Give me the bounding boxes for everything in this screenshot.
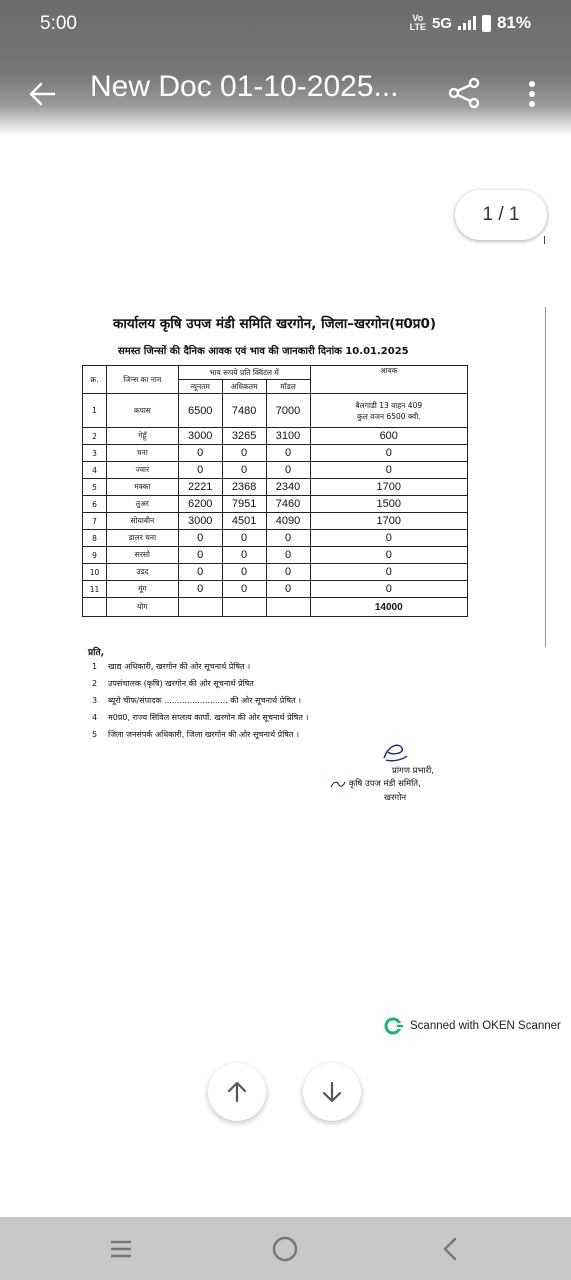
row-min: 2221 xyxy=(178,479,222,496)
network-type: 5G xyxy=(431,14,452,32)
row-min: 0 xyxy=(178,581,222,598)
cc-item: 5 जिला जनसंपर्क अधिकारी, जिला खरगोन की ओर सूचनार्थ प्रेषित । xyxy=(92,730,300,739)
status-time: 5:00 xyxy=(40,13,77,34)
row-min: 3000 xyxy=(178,428,222,445)
row-commodity: ज्वार xyxy=(106,462,178,479)
row-min: 6200 xyxy=(178,496,222,513)
row-min: 0 xyxy=(178,530,222,547)
previous-page-button[interactable] xyxy=(208,1063,266,1121)
home-icon[interactable] xyxy=(271,1235,299,1263)
header-sno: क्र. xyxy=(83,366,107,394)
header-arrival: आवक xyxy=(310,366,468,394)
table-row xyxy=(83,479,468,496)
row-arrival: 0 xyxy=(310,547,468,564)
signatory-place: खरगोन xyxy=(384,793,407,803)
row-modal: 0 xyxy=(266,530,310,547)
arrival-weight: कुल वजन 6500 क्वी. xyxy=(356,411,421,421)
row-arrival xyxy=(310,394,468,428)
row-modal: 0 xyxy=(266,462,310,479)
next-page-button[interactable] xyxy=(303,1063,361,1121)
recents-icon[interactable] xyxy=(108,1238,134,1260)
table-row xyxy=(83,394,468,428)
row-modal: 4090 xyxy=(266,513,310,530)
row-min: 0 xyxy=(178,564,222,581)
back-icon[interactable] xyxy=(440,1236,460,1262)
table-row xyxy=(83,581,468,598)
row-arrival: 0 xyxy=(310,581,468,598)
row-min: 0 xyxy=(178,462,222,479)
row-commodity: मक्का xyxy=(106,479,178,496)
row-sno: 11 xyxy=(83,581,107,598)
row-max: 2368 xyxy=(222,479,266,496)
row-max: 7951 xyxy=(222,496,266,513)
row-sno: 5 xyxy=(83,479,107,496)
row-min: 6500 xyxy=(178,394,222,428)
row-modal: 0 xyxy=(266,445,310,462)
cc-list xyxy=(92,658,308,743)
volte-icon: Vo LTE xyxy=(409,13,426,32)
back-arrow-icon[interactable] xyxy=(26,78,58,110)
row-arrival: 600 xyxy=(310,428,468,445)
table-row xyxy=(83,428,468,445)
rates-table xyxy=(82,365,468,617)
signatory-title: प्रांगण प्रभारी, xyxy=(392,766,435,776)
system-nav-bar xyxy=(0,1217,571,1280)
row-max: 0 xyxy=(222,445,266,462)
row-sno: 6 xyxy=(83,496,107,513)
report-subtitle: समस्त जिन्सों की दैनिक आवक एवं भाव की जानकारी दिनांक 10.01.2025 xyxy=(118,346,409,357)
row-commodity: गेहूँ xyxy=(106,428,178,445)
row-max: 0 xyxy=(222,581,266,598)
table-row xyxy=(83,564,468,581)
row-max: 7480 xyxy=(222,394,266,428)
row-max: 3265 xyxy=(222,428,266,445)
row-modal: 7460 xyxy=(266,496,310,513)
header-modal: मॉडल xyxy=(266,380,310,394)
initial-mark xyxy=(330,779,346,789)
row-max: 0 xyxy=(222,530,266,547)
header-commodity: जिन्स का नाम xyxy=(106,366,178,394)
row-commodity: तुअर xyxy=(106,496,178,513)
cc-item: 3 ब्यूरो चीफ/संपादक ......................... की ओर सूचनार्थ प्रेषित । xyxy=(92,696,302,705)
table-row xyxy=(83,530,468,547)
cc-item: 2 उपसंचालक (कृषि) खरगोन की ओर सूचनार्थ प्रेषित xyxy=(92,679,254,688)
row-sno: 8 xyxy=(83,530,107,547)
app-bar xyxy=(0,0,571,135)
row-min: 0 xyxy=(178,445,222,462)
row-min: 0 xyxy=(178,547,222,564)
total-label: योग xyxy=(106,598,178,617)
row-arrival: 0 xyxy=(310,564,468,581)
row-commodity: मूंग xyxy=(106,581,178,598)
row-modal: 0 xyxy=(266,547,310,564)
table-row xyxy=(83,462,468,479)
row-max: 0 xyxy=(222,547,266,564)
row-sno: 7 xyxy=(83,513,107,530)
row-commodity: उडद xyxy=(106,564,178,581)
table-row xyxy=(83,496,468,513)
document-title: New Doc 01-10-2025... xyxy=(90,70,399,103)
signature-mark xyxy=(380,740,410,764)
total-arrival: 14000 xyxy=(310,598,468,617)
page-indicator: 1 / 1 xyxy=(455,190,547,240)
arrival-vehicles: बैलगाडी 13 वाहन 409 xyxy=(355,400,423,410)
row-commodity: सोयाबीन xyxy=(106,513,178,530)
signal-icon xyxy=(458,16,476,30)
row-arrival: 0 xyxy=(310,530,468,547)
table-header-row xyxy=(83,366,468,380)
row-modal: 0 xyxy=(266,564,310,581)
table-total-row xyxy=(83,598,468,617)
row-arrival: 0 xyxy=(310,462,468,479)
scan-edge-mark xyxy=(544,236,545,244)
row-arrival: 1500 xyxy=(310,496,468,513)
row-modal: 0 xyxy=(266,581,310,598)
row-max: 4501 xyxy=(222,513,266,530)
battery-percent: 81% xyxy=(496,13,531,32)
more-vert-icon[interactable] xyxy=(520,78,544,112)
oken-logo-icon xyxy=(384,1017,404,1035)
row-sno: 1 xyxy=(83,394,107,428)
row-arrival: 0 xyxy=(310,445,468,462)
status-icons xyxy=(410,13,531,33)
row-sno: 3 xyxy=(83,445,107,462)
prati-label: प्रति, xyxy=(88,648,105,658)
table-row xyxy=(83,513,468,530)
row-arrival: 1700 xyxy=(310,479,468,496)
row-modal: 3100 xyxy=(266,428,310,445)
header-rate-group: भाव रूपये प्रति क्विंटल में xyxy=(178,366,310,380)
row-modal: 2340 xyxy=(266,479,310,496)
row-sno: 9 xyxy=(83,547,107,564)
share-icon[interactable] xyxy=(447,76,481,110)
row-sno: 4 xyxy=(83,462,107,479)
row-sno: 10 xyxy=(83,564,107,581)
row-commodity: सरसो xyxy=(106,547,178,564)
arrow-down-icon xyxy=(320,1080,344,1104)
row-arrival: 1700 xyxy=(310,513,468,530)
header-min: न्यूनतम xyxy=(178,380,222,394)
cc-item: 4 म0प्र0, राज्य सिविल सप्लाय कार्पो. खरगोन की ओर सूचनार्थ प्रेषित । xyxy=(92,713,309,722)
table-row xyxy=(83,547,468,564)
office-title: कार्यालय कृषि उपज मंडी समिति खरगोन, जिला–खरगोन(म0प्र0) xyxy=(113,316,437,332)
row-modal: 7000 xyxy=(266,394,310,428)
signatory-org: कृषि उपज मंडी समिति, xyxy=(330,778,421,789)
arrow-up-icon xyxy=(225,1080,249,1104)
row-min: 3000 xyxy=(178,513,222,530)
table-row xyxy=(83,445,468,462)
row-commodity: चना xyxy=(106,445,178,462)
row-sno: 2 xyxy=(83,428,107,445)
row-max: 0 xyxy=(222,564,266,581)
row-commodity: कपास xyxy=(106,394,178,428)
scanner-watermark: Scanned with OKEN Scanner xyxy=(384,1017,561,1035)
row-max: 0 xyxy=(222,462,266,479)
row-commodity: डालर चना xyxy=(106,530,178,547)
cc-item: 1 खाद्य अधिकारी, खरगोन की ओर सूचनार्थ प्रेषित । xyxy=(92,662,251,671)
scan-edge-line xyxy=(545,307,546,647)
header-max: अधिकतम xyxy=(222,380,266,394)
battery-icon xyxy=(482,15,491,32)
